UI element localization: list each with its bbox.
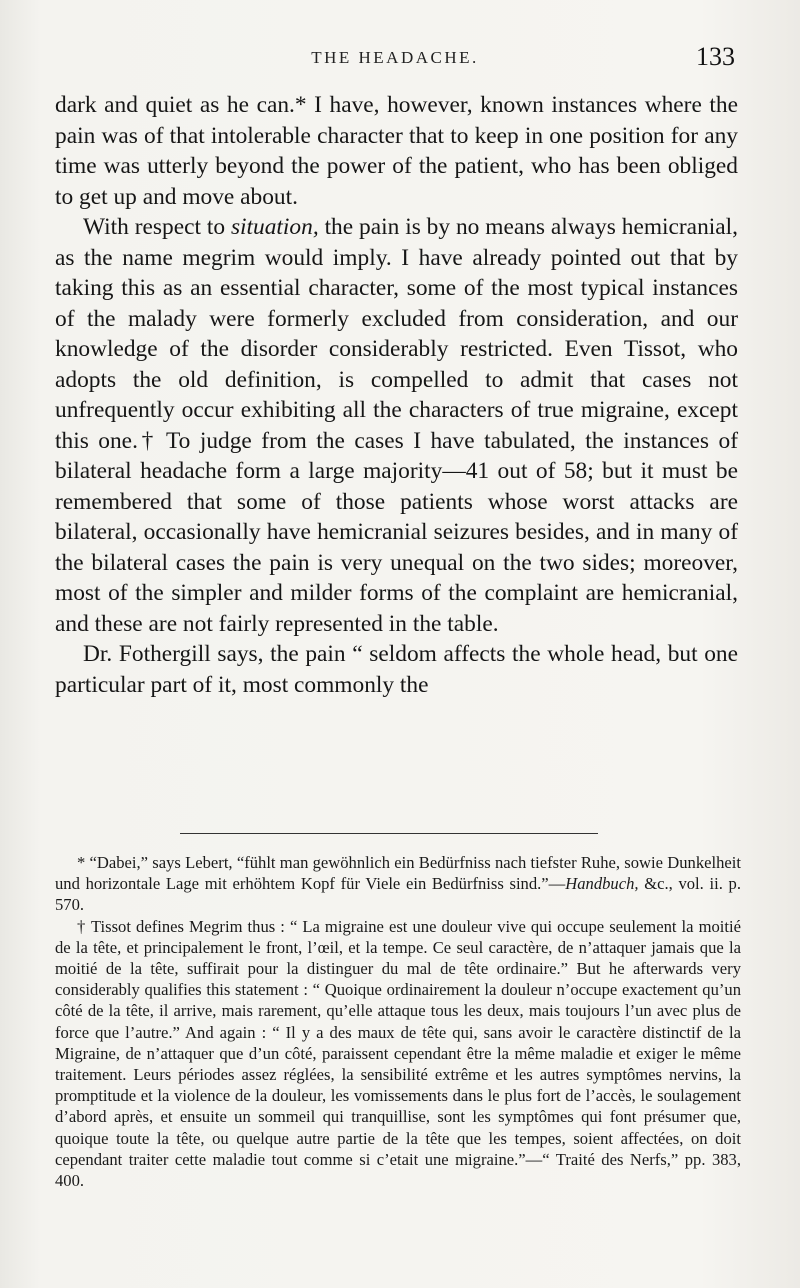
footnote-2: † Tissot defines Megrim thus : “ La migraine est une douleur vive qui occupe seulement la moitié de la tête, et principalement le front, l’œil, et la tempe. Ce seul caractère, de n’attaquer jamais que la moitié de la tête, suffirait pour la distinguer du mal de tête ordinaire.” But he afterwards very considerably qualifies this statement : “ Quoique ordinairement la douleur n’occupe exactement qu’un côté de la tête, il arrive, mais rarement, qu’elle attaque tous les deux, mais toujours l’un avec plus de force que l’autre.” And again : “ Il y a des maux de tête qui, sans avoir le caractère distinctif de la Migraine, de n’attaquer que d’un côté, paraissent cependant être la même maladie et exiger le même traitement. Leurs périodes assez réglées, la sensibilité extrême et les autres symptômes nervins, la promptitude et la violence de la douleur, les vomissements dans le plus fort de l’accès, le soulagement d’abord après, et ensuite un sommeil qui tranquillise, sont les symptômes qui font présumer que, quoique toute la tête, ou quelque autre partie de la tête que les tempes, soient affectées, on doit cependant traiter cette maladie tout comme si c’etait une migraine.”—“ Traité des Nerfs,” pp. 383, 400.	[55, 916, 741, 1191]
footnote-1-start: * “Dabei,” says Lebert, “fühlt man gewöhnlich ein Bedürfniss nach tiefster Ruhe, sowie Dunkelheit und horizontale Lage mit erhöhtem Kopf für Viele ein Bedürfniss sind.”—	[55, 853, 741, 894]
paragraph-1: dark and quiet as he can.* I have, however, known instances where the pain was of that intolerable character that to keep in one position for any time was utterly beyond the power of the patient, who has been obliged to get up and move about.	[55, 92, 738, 210]
page-number: 133	[696, 42, 735, 71]
handbuch-citation: Handbuch,	[565, 874, 639, 894]
situation-emphasis: situation,	[230, 214, 319, 240]
paragraph-3: Dr. Fothergill says, the pain “ seldom affects the whole head, but one particular part of it, most commonly the	[55, 641, 738, 698]
running-head: THE HEADACHE.	[311, 48, 479, 67]
paragraph-2-rest: the pain is by no means always hemicranial, as the name megrim would imply. I have already pointed out that by taking this as an essential character, some of the most typical instances of the malady were formerly excluded from consideration, and our knowledge of the disorder considerably restricted. Even Tissot, who adopts the old definition, is compelled to admit that cases not unfrequently occur exhibiting all the characters of true migraine, except this one.† To judge from the cases I have tabulated, the instances of bilateral headache form a large majority—41 out of 58; but it must be remembered that some of those patients whose worst attacks are bilateral, occasionally have hemicranial seizures besides, and in many of the bilateral cases the pain is very unequal on the two sides; moreover, most of the simpler and milder forms of the complaint are hemicranial, and these are not fairly represented in the table.	[55, 214, 738, 637]
page-header	[55, 42, 735, 76]
paragraph-2	[55, 212, 738, 639]
footnote-1-end: &c., vol. ii. p. 570.	[55, 874, 741, 915]
main-text	[55, 90, 738, 700]
footnotes	[55, 852, 741, 1191]
paragraph-2-start: With respect to	[83, 214, 231, 240]
footnote-rule	[180, 833, 598, 834]
footnote-1	[55, 852, 741, 916]
